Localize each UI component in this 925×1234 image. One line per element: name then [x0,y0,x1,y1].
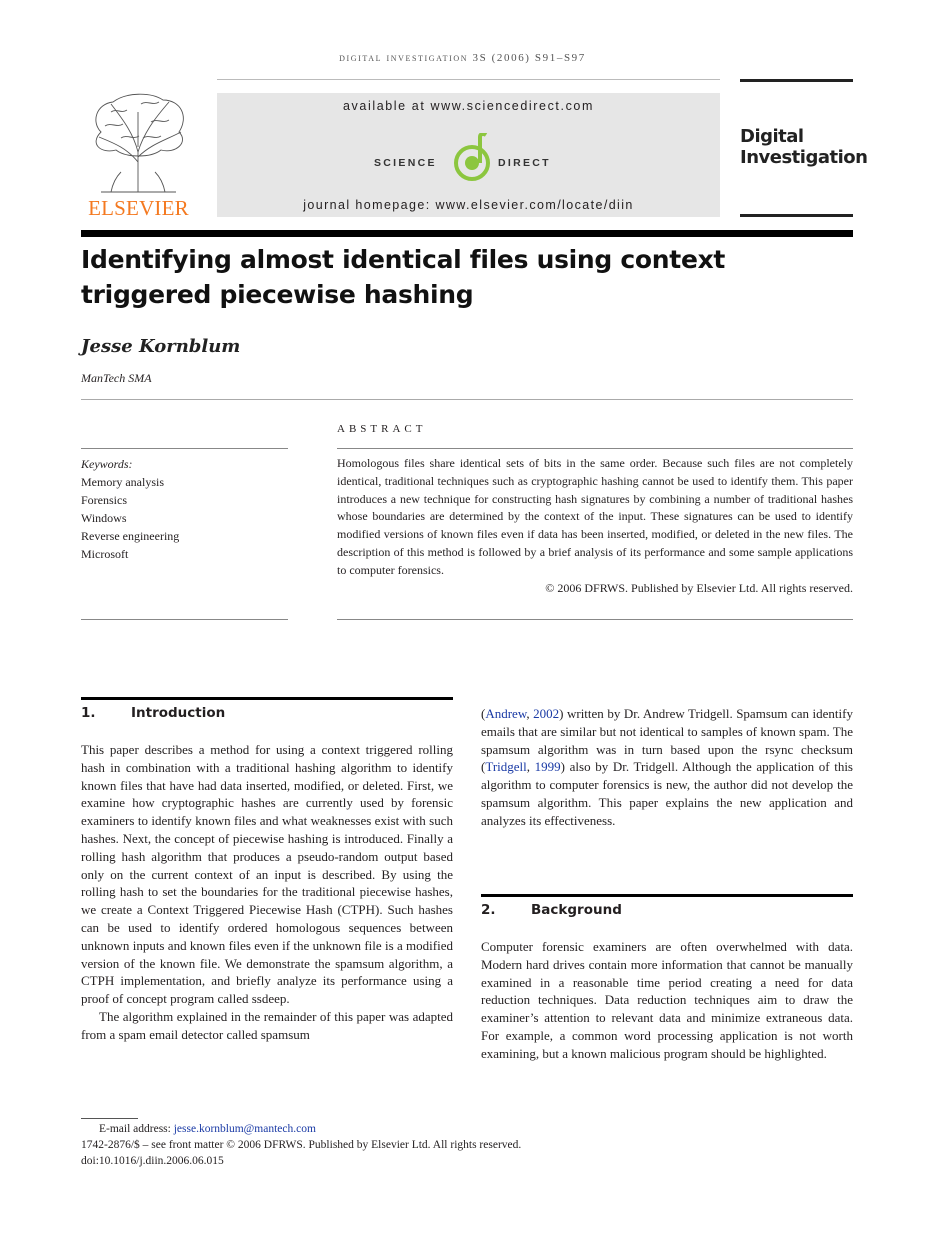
footnotes [81,1121,521,1169]
article-title: Identifying almost identical files using context triggered piecewise hashing [81,245,726,309]
citation-link-andrew[interactable]: Andrew [485,706,527,721]
author-email-link[interactable]: jesse.kornblum@mantech.com [173,1123,316,1135]
title-bar [81,230,853,237]
journal-running-header: digital investigation 3S (2006) S91–S97 [339,52,586,64]
footnote-issn: 1742-2876/$ – see front matter © 2006 DFRWS. Published by Elsevier Ltd. All rights reserved. [81,1139,522,1151]
keywords-rule-top [81,448,288,449]
journal-logo-line1: Digital [740,126,804,147]
elsevier-logo[interactable] [81,92,196,220]
journal-homepage-text[interactable]: journal homepage: www.elsevier.com/locate/diin [303,198,634,212]
intro-paragraph-2-continued [481,705,853,830]
citation-link-tridgell-year[interactable]: 1999 [534,759,561,775]
footnote-rule [81,1118,138,1119]
keywords-label: Keywords: [81,457,133,471]
keyword-item: Windows [81,511,127,525]
abstract-rule-bottom [337,619,853,620]
citation-link-tridgell[interactable]: Tridgell [485,759,527,775]
citation-link-andrew-year[interactable]: 2002 [533,706,560,721]
abstract-text: Homologous files share identical sets of bits in the same order. Because such files are not completely identical, traditional techniques such as cryptographic hashing cannot be used to identify them. This paper introduces a new technique for constructing hash signatures by combining a number of traditional hashes whose boundaries are determined by the context of the input. These signatures can be used to identify modified versions of known files even if data has been inserted, modified, or deleted in the new files. The description of this method is followed by a brief analysis of its performance and some sample applications to computer forensics. [337,456,853,577]
section-heading-background [481,902,622,918]
abstract-rule-top [337,448,853,449]
intro-body [81,741,453,1044]
sd-logo-science: SCIENCE [374,157,437,169]
cont-mid: ) written by Dr. Andrew Tridgell. Spamsum can identify emails that are similar but not identical to samples of known spam. The spamsum algorithm was in turn based upon the rsync checksum ( [481,706,853,775]
footnote-doi: doi:10.1016/j.diin.2006.06.015 [81,1155,224,1167]
cont-open: ( [481,706,486,721]
author-affiliation: ManTech SMA [81,371,152,385]
cont-sep1: , [526,706,534,721]
abstract-copyright: © 2006 DFRWS. Published by Elsevier Ltd. All rights reserved. [545,580,853,595]
section-title: Introduction [131,705,226,721]
intro-paragraph-2: The algorithm explained in the remainder of this paper was adapted from a spam email detector called spamsum [81,1008,453,1042]
journal-logo-line2: Investigation [740,147,868,168]
keyword-item: Reverse engineering [81,529,180,543]
sciencedirect-logo[interactable] [372,133,572,185]
email-label: E-mail address: [99,1123,174,1135]
header-divider [217,79,720,80]
keywords-rule-bottom [81,619,288,620]
journal-logo-rule-bottom [740,214,853,217]
keyword-item: Forensics [81,493,127,507]
background-paragraph-1: Computer forensic examiners are often overwhelmed with data. Modern hard drives contain more information that cannot be manually examined in a reasonable time period creating a need for data reduction techniques. Data reduction techniques aim to draw the examiner’s attention to relevant data and minimize extraneous data. For example, a common word processing application is not worth examining, but a known malicious program should be highlighted. [481,939,853,1061]
sd-logo-direct: DIRECT [498,157,551,169]
digital-investigation-logo[interactable] [740,126,868,168]
section-number: 2. [481,902,496,918]
footnote-email [81,1121,521,1137]
keywords-block [81,455,288,563]
author-name: Jesse Kornblum [81,336,241,357]
section-number: 1. [81,705,96,721]
keyword-item: Memory analysis [81,475,164,489]
journal-logo-rule-top [740,79,853,82]
intro-paragraph-1: This paper describes a method for using a context triggered rolling hash in combination with a traditional hashing algorithm to identify known files that have had data inserted, modified, or deleted. First, we examine how cryptographic hashes are currently used by forensic examiners to identify known files and what weaknesses exist with such hashes. Next, the concept of piecewise hashing is introduced. Finally a rolling hash algorithm that produces a pseudo-random output based only on the current context of an input is described. By using the rolling hash to set the boundaries for the traditional piecewise hashes, we create a Context Triggered Piecewise Hash (CTPH). Such hashes can be used to identify ordered homologous sequences between unknown inputs and known files even if the unknown file is a modified version of the known file. We demonstrate the spamsum algorithm, a CTPH implementation, and briefly analyze its performance using a proof of concept program called ssdeep. [81,742,453,1007]
section-rule-intro [81,697,453,700]
cont-end: ) also by Dr. Tridgell. Although the application of this algorithm to computer forensics is new, the author did not develop the spamsum algorithm. This paper explains the new application and analyzes its effectiveness. [481,759,853,828]
section-heading-introduction [81,705,225,721]
title-divider [81,399,853,400]
keyword-item: Microsoft [81,547,129,561]
section-rule-background [481,894,853,897]
sd-at-icon [452,133,492,185]
sciencedirect-banner [217,93,720,217]
section-title: Background [531,902,622,918]
abstract-block [337,455,853,597]
intro-continued [481,705,853,830]
sd-available-text[interactable]: available at www.sciencedirect.com [342,99,594,113]
abstract-heading: ABSTRACT [337,423,427,435]
elsevier-wordmark: ELSEVIER [88,196,189,220]
cont-sep2: , [526,759,535,775]
elsevier-tree-icon [81,92,196,194]
background-body [481,938,853,1063]
